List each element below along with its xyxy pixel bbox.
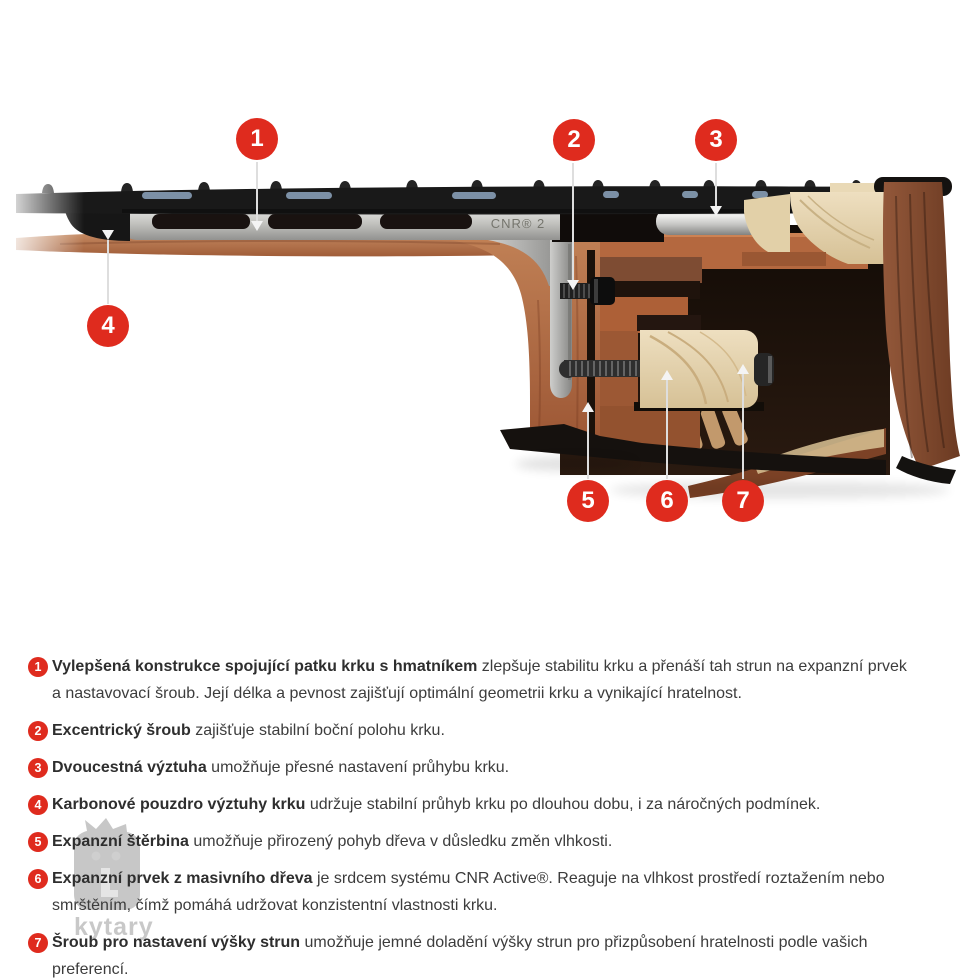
legend-desc: umožňuje přesné nastavení průhybu krku. [211, 759, 510, 776]
legend-term: Šroub pro nastavení výšky strun [52, 934, 301, 951]
legend-item-6 [28, 865, 912, 919]
legend-item-1 [28, 653, 912, 707]
legend-badge-1: 1 [28, 657, 48, 677]
callout-7: 7 [722, 480, 764, 522]
callout-3: 3 [695, 119, 737, 161]
legend-term: Vylepšená konstrukce spojující patku krku s hmatníkem [52, 658, 478, 675]
legend-badge-2: 2 [28, 721, 48, 741]
legend-term: Excentrický šroub [52, 722, 191, 739]
legend-item-4 [28, 791, 912, 818]
neck-block [742, 192, 884, 266]
shadow [515, 457, 635, 471]
wood-grain [60, 241, 578, 440]
body-side [883, 182, 960, 484]
legend-desc: zajišťuje stabilní boční polohu krku. [195, 722, 445, 739]
legend-term: Karbonové pouzdro výztuhy krku [52, 796, 306, 813]
legend-badge-3: 3 [28, 758, 48, 778]
legend-badge-7: 7 [28, 933, 48, 953]
legend-badge-6: 6 [28, 869, 48, 889]
legend-badge-5: 5 [28, 832, 48, 852]
callout-1: 1 [236, 118, 278, 160]
watermark-text: kytary [74, 913, 154, 941]
legend-item-3 [28, 754, 912, 781]
legend-item-5 [28, 828, 912, 855]
legend-desc: zlepšuje stabilitu krku a přenáší tah strun na expanzní prvek a nastavovací šroub. Její délka a pevnost zajišťují optimální geometrii krku a vynikající hratelnost. [52, 658, 907, 702]
legend-term: Dvoucestná výztuha [52, 759, 207, 776]
legend-desc: je srdcem systému CNR Active®. Reaguje na vlhkost prostředí roztažením nebo smrštěním, čímž pomáhá udržovat konzistentní vlastnosti krku. [52, 870, 885, 914]
legend-desc: udržuje stabilní průhyb krku po dlouhou dobu, i za náročných podmínek. [309, 796, 821, 813]
legend-desc: umožňuje jemné doladění výšky strun pro přizpůsobení hratelnosti podle vašich preferencí. [52, 934, 868, 978]
height-adjust-screw-head [754, 353, 774, 386]
callout-2: 2 [553, 119, 595, 161]
legend-desc: umožňuje přirozený pohyb dřeva v důsledku změn vlhkosti. [193, 833, 613, 850]
legend-badge-4: 4 [28, 795, 48, 815]
callout-4: 4 [87, 305, 129, 347]
legend-term: Expanzní prvek z masivního dřeva [52, 870, 313, 887]
cnr-engraving: CNR® 2 [490, 216, 546, 231]
callout-6: 6 [646, 480, 688, 522]
adjustment-rod [559, 360, 648, 378]
legend-item-7 [28, 929, 912, 978]
callout-5: 5 [567, 480, 609, 522]
legend-term: Expanzní štěrbina [52, 833, 189, 850]
legend-item-2 [28, 717, 912, 744]
legend [28, 653, 912, 978]
edge-fade [0, 160, 84, 300]
